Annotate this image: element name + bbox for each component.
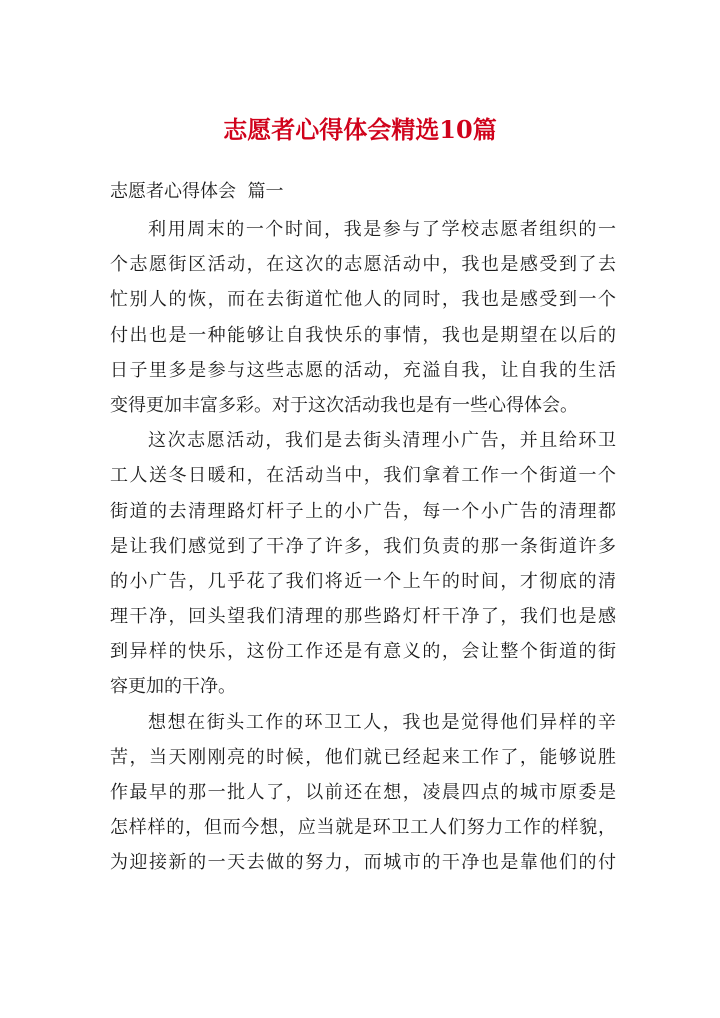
paragraph-2-line-3: 街道的去清理路灯杆子上的小广告，每一个小广告的清理都 — [110, 500, 616, 522]
paragraph-3-line-5: 为迎接新的一天去做的努力，而城市的干净也是靠他们的付 — [110, 852, 616, 874]
section-heading: 志愿者心得体会 篇一 — [110, 181, 284, 202]
paragraph-1-line-3: 忙别人的恢，而在去街道忙他人的同时，我也是感受到一个 — [110, 289, 616, 311]
paragraph-3-line-3: 作最早的那一批人了，以前还在想，凌晨四点的城市原委是 — [110, 782, 616, 803]
paragraph-2-line-8: 容更加的干净。 — [110, 676, 236, 698]
paragraph-2-line-7: 到异样的快乐，这份工作还是有意义的，会让整个街道的街 — [110, 641, 616, 663]
paragraph-1-line-2: 个志愿街区活动，在这次的志愿活动中，我也是感受到了去 — [110, 254, 616, 276]
paragraph-2-line-1: 这次志愿活动，我们是去街头清理小广告，并且给环卫 — [148, 430, 616, 452]
paragraph-2-line-4: 是让我们感觉到了干净了许多，我们负责的那一条街道许多 — [110, 535, 616, 557]
paragraph-1-line-4: 付出也是一种能够让自我快乐的事情，我也是期望在以后的 — [110, 324, 616, 346]
paragraph-3-line-1: 想想在街头工作的环卫工人，我也是觉得他们异样的辛 — [148, 711, 616, 733]
paragraph-2-line-2: 工人送冬日暖和，在活动当中，我们拿着工作一个街道一个 — [110, 465, 616, 487]
paragraph-3-line-4: 怎样样的，但而今想，应当就是环卫工人们努力工作的样貌， — [110, 817, 616, 839]
paragraph-2-line-6: 理干净，回头望我们清理的那些路灯杆干净了，我们也是感 — [110, 606, 616, 628]
paragraph-1-line-6: 变得更加丰富多彩。对于这次活动我也是有一些心得体会。 — [110, 394, 578, 416]
paragraph-1-line-5: 日子里多是参与这些志愿的活动，充溢自我，让自我的生活 — [110, 359, 616, 381]
paragraph-2-line-5: 的小广告，几乎花了我们将近一个上午的时间，才彻底的清 — [110, 570, 616, 592]
document-body — [110, 212, 616, 881]
document-title: 志愿者心得体会精选10篇 — [223, 115, 497, 144]
paragraph-1-line-1: 利用周末的一个时间，我是参与了学校志愿者组织的一 — [148, 219, 616, 240]
paragraph-3-line-2: 苦，当天刚刚亮的时候，他们就已经起来工作了，能够说胜 — [110, 746, 616, 768]
